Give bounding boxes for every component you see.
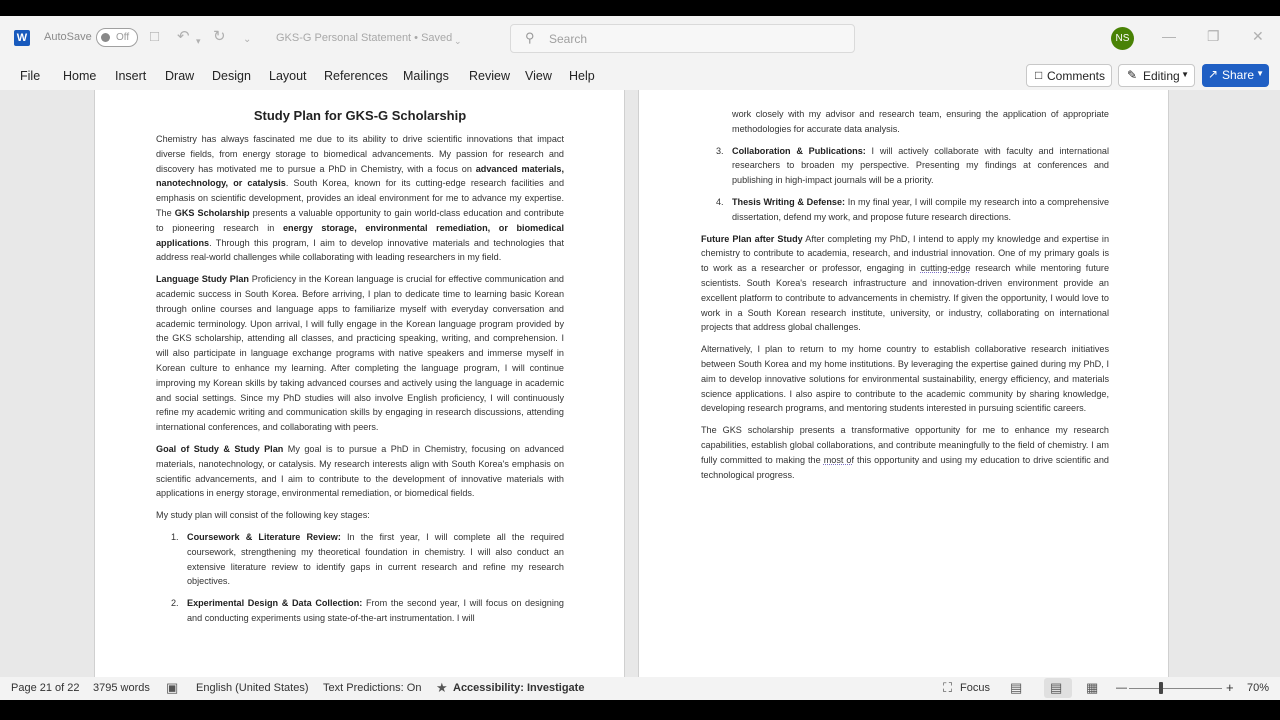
- goal-paragraph[interactable]: [156, 442, 564, 501]
- restore-icon[interactable]: ❐: [1207, 28, 1220, 44]
- document-canvas[interactable]: [0, 90, 1280, 677]
- tab-design[interactable]: Design: [212, 69, 251, 83]
- document-title[interactable]: GKS-G Personal Statement • Saved: [276, 32, 453, 44]
- text-run: After completing my PhD, I intend to apply my knowledge and expertise in chemistry to contribute to academia, research, and industrial innovation. One of my primary goals is to work as a researcher or professor, engaging in: [701, 233, 1109, 274]
- text-run: Chemistry has always fascinated me due to its ability to drive scientific innovations that impact diverse fields, from energy storage to biomedical advancements. My passion for research and discovery has motivated me to pursue a PhD in Chemistry, with a focus on: [156, 134, 564, 174]
- search-icon: ⚲: [525, 30, 535, 45]
- comments-label: Comments: [1047, 69, 1106, 83]
- customize-toolbar-icon[interactable]: ⌄: [243, 34, 252, 45]
- text-run: My goal is to pursue a PhD in Chemistry, focusing on advanced materials, nanotechnology, or catalysis. My research interests align with South Korea's emphasis on scientific advancements, and I aim to contribute to the development of innovative materials with applications in energy storage, environmental remediation, or biomedical fields.: [156, 443, 564, 499]
- bold-text: energy storage, environmental remediation, or biomedical applications: [156, 222, 565, 248]
- search-input[interactable]: [510, 24, 855, 53]
- redo-icon[interactable]: ↻: [213, 28, 226, 45]
- status-bar: [0, 677, 1280, 700]
- alternative-paragraph[interactable]: Alternatively, I plan to return to my home country to establish collaborative research initiatives between South Korea and my home institutions. By leveraging the expertise gained during my PhD, I aim to develop innovative solutions for environmental sustainability, energy efficiency, and materials science applications. I also aspire to contribute to the academic community by sharing knowledge, developing research programs, and mentoring students interested in pursuing scientific careers.: [701, 344, 1109, 414]
- accessibility-icon: ★: [436, 680, 448, 695]
- section-heading: Goal of Study & Study Plan: [156, 443, 284, 454]
- language-status[interactable]: English (United States): [196, 682, 309, 694]
- text-run: presents a valuable opportunity to gain world-class education and contribute to pioneering research in: [156, 207, 564, 233]
- close-icon[interactable]: ✕: [1252, 28, 1264, 44]
- tab-help[interactable]: Help: [569, 69, 595, 83]
- proofing-underline[interactable]: most of: [823, 454, 854, 465]
- list-number: 2.: [171, 598, 179, 609]
- tab-home[interactable]: Home: [63, 69, 97, 83]
- autosave-state: Off: [116, 32, 130, 43]
- document-heading[interactable]: Study Plan for GKS-G Scholarship: [253, 108, 467, 123]
- autosave-toggle[interactable]: [96, 28, 138, 47]
- tab-file[interactable]: File: [20, 69, 41, 83]
- list-item-continuation[interactable]: [701, 107, 1109, 137]
- text-run: From the second year, I will focus on designing and conducting experiments using state-of-the-art instrumentation. I will: [187, 598, 564, 623]
- proofing-underline[interactable]: cutting-edge: [920, 263, 971, 274]
- list-number: 4.: [716, 196, 724, 207]
- chevron-down-icon: ▼: [1256, 69, 1264, 78]
- read-mode-icon[interactable]: ▤: [1010, 680, 1023, 695]
- document-page-right[interactable]: [638, 90, 1169, 677]
- section-heading: Language Study Plan: [156, 274, 249, 285]
- page-content[interactable]: [701, 107, 1109, 489]
- save-icon[interactable]: □: [150, 28, 160, 45]
- stages-intro[interactable]: My study plan will consist of the following key stages:: [156, 510, 370, 521]
- text-run: work closely with my advisor and research team, ensuring the application of appropriate methodologies for accurate data analysis.: [732, 109, 1109, 134]
- text-run: The GKS scholarship presents a transformative opportunity for me to enhance my research capabilities, establish global collaborations, and contribute meaningfully to the field of chemistry. I am fully committed to making the: [701, 425, 1109, 465]
- proofing-icon[interactable]: ▣: [166, 680, 179, 695]
- list-item[interactable]: [701, 144, 1109, 188]
- list-number: 1.: [171, 531, 179, 542]
- bold-text: advanced materials, nanotechnology, or catalysis: [156, 163, 564, 189]
- zoom-in-icon[interactable]: +: [1226, 680, 1234, 695]
- zoom-level[interactable]: 70%: [1247, 682, 1270, 694]
- editing-label: Editing: [1143, 69, 1180, 83]
- undo-icon[interactable]: ↶: [177, 28, 190, 45]
- word-app-icon: W: [14, 30, 30, 46]
- section-heading: Future Plan after Study: [701, 233, 803, 244]
- word-window: [0, 16, 1280, 700]
- text-run: research while mentoring future scientists. South Korea's research infrastructure and innovation-driven environment provide an excellent platform to contribute to advancements in chemistry. If given the opportunity, I would love to work in a South Korean research institute, university, or industry, collaborating on international projects that address global challenges.: [701, 263, 1110, 333]
- text-run: In my final year, I will compile my research into a comprehensive dissertation, defend my work, and propose future research directions.: [732, 196, 1110, 222]
- comments-button[interactable]: [1026, 64, 1112, 87]
- autosave-label: AutoSave: [44, 31, 92, 43]
- search-placeholder: Search: [549, 32, 588, 46]
- tab-mailings[interactable]: Mailings: [403, 69, 449, 83]
- document-page-left[interactable]: [94, 90, 625, 677]
- share-button[interactable]: [1202, 64, 1269, 87]
- list-item-title: Coursework & Literature Review:: [187, 531, 341, 542]
- list-item-title: Experimental Design & Data Collection:: [187, 598, 363, 609]
- title-bar: [0, 16, 1280, 60]
- tab-draw[interactable]: Draw: [165, 69, 195, 83]
- page-content[interactable]: [156, 107, 564, 633]
- text-run: In the first year, I will complete all the required coursework, strengthening my theoretical foundation in chemistry. I will also conduct an extensive literature review to identify gaps in current research and refine my research objectives.: [187, 531, 565, 587]
- text-run: . South Korea, known for its cutting-edge research facilities and emphasis on scientific development, provides an ideal environment for me to advance my expertise. The: [156, 178, 565, 218]
- tab-insert[interactable]: Insert: [115, 69, 147, 83]
- share-label: Share: [1222, 68, 1255, 82]
- tab-review[interactable]: Review: [469, 69, 510, 83]
- text-run: . Through this program, I aim to develop innovative materials and technologies that address real-world challenges while collaborating with leading researchers in my field.: [156, 237, 564, 263]
- page-count[interactable]: Page 21 of 22: [11, 682, 80, 694]
- tab-references[interactable]: References: [324, 69, 388, 83]
- undo-dropdown-icon[interactable]: ▾: [196, 36, 201, 46]
- text-run: this opportunity and using my education to drive scientific and technological progress.: [701, 454, 1109, 480]
- editing-mode-button[interactable]: [1118, 64, 1195, 87]
- text-run: I will actively collaborate with faculty and international researchers to broaden my perspective. Presenting my findings at conferences and publishing in high-impact journals will be a priority.: [732, 145, 1109, 186]
- avatar[interactable]: NS: [1111, 27, 1134, 50]
- pencil-icon: ✎: [1127, 68, 1138, 82]
- focus-icon: ⛶: [943, 680, 953, 695]
- comment-icon: □: [1035, 68, 1043, 82]
- future-paragraph[interactable]: [701, 232, 1109, 336]
- toggle-knob: [101, 33, 110, 42]
- web-layout-icon[interactable]: ▦: [1086, 680, 1099, 695]
- word-count[interactable]: 3795 words: [93, 682, 150, 694]
- closing-paragraph[interactable]: [701, 423, 1109, 482]
- intro-paragraph[interactable]: [156, 132, 564, 265]
- text-predictions-status[interactable]: Text Predictions: On: [323, 682, 422, 694]
- text-run: Proficiency in the Korean language is crucial for effective communication and academic success in South Korea. Before arriving, I plan to dedicate time to learning basic Korean through online courses and language apps to familiarize myself with everyday conversation and academic terminology. Upon arrival, I will fully engage in the Korean language program provided by the GKS scholarship, attending all classes, and practicing speaking, writing, and comprehension. I will also participate in language exchange programs with native speakers and immerse myself in Korean culture to enhance my learning. After completing the language program, I will continue improving my Korean skills by taking advanced courses and actively using the language in academic and social settings. Since my PhD studies will also involve English proficiency, I will continuously refine my academic writing and communication skills by engaging in research discussions, attending international conferences, and collaborating with peers.: [156, 274, 564, 433]
- list-item[interactable]: [156, 596, 564, 626]
- zoom-slider[interactable]: [1129, 688, 1222, 689]
- accessibility-status[interactable]: Accessibility: Investigate: [453, 682, 585, 694]
- title-dropdown-icon[interactable]: ⌄: [454, 36, 462, 46]
- tab-view[interactable]: View: [525, 69, 552, 83]
- bold-text: GKS Scholarship: [174, 207, 250, 218]
- language-paragraph[interactable]: [156, 272, 564, 435]
- list-number: 3.: [716, 145, 724, 156]
- chevron-down-icon: ▼: [1181, 70, 1189, 79]
- list-item-title: Collaboration & Publications:: [732, 145, 866, 156]
- zoom-slider-thumb[interactable]: [1159, 682, 1163, 694]
- ribbon-tabs: [0, 60, 1280, 94]
- minimize-icon[interactable]: —: [1162, 28, 1176, 44]
- share-icon: ↗: [1208, 67, 1219, 81]
- tab-layout[interactable]: Layout: [269, 69, 307, 83]
- print-layout-icon[interactable]: ▤: [1050, 680, 1063, 695]
- focus-button[interactable]: Focus: [960, 682, 990, 694]
- list-item[interactable]: [156, 530, 564, 589]
- list-item[interactable]: [701, 195, 1109, 225]
- zoom-out-icon[interactable]: —: [1116, 682, 1127, 694]
- list-item-title: Thesis Writing & Defense:: [732, 196, 846, 207]
